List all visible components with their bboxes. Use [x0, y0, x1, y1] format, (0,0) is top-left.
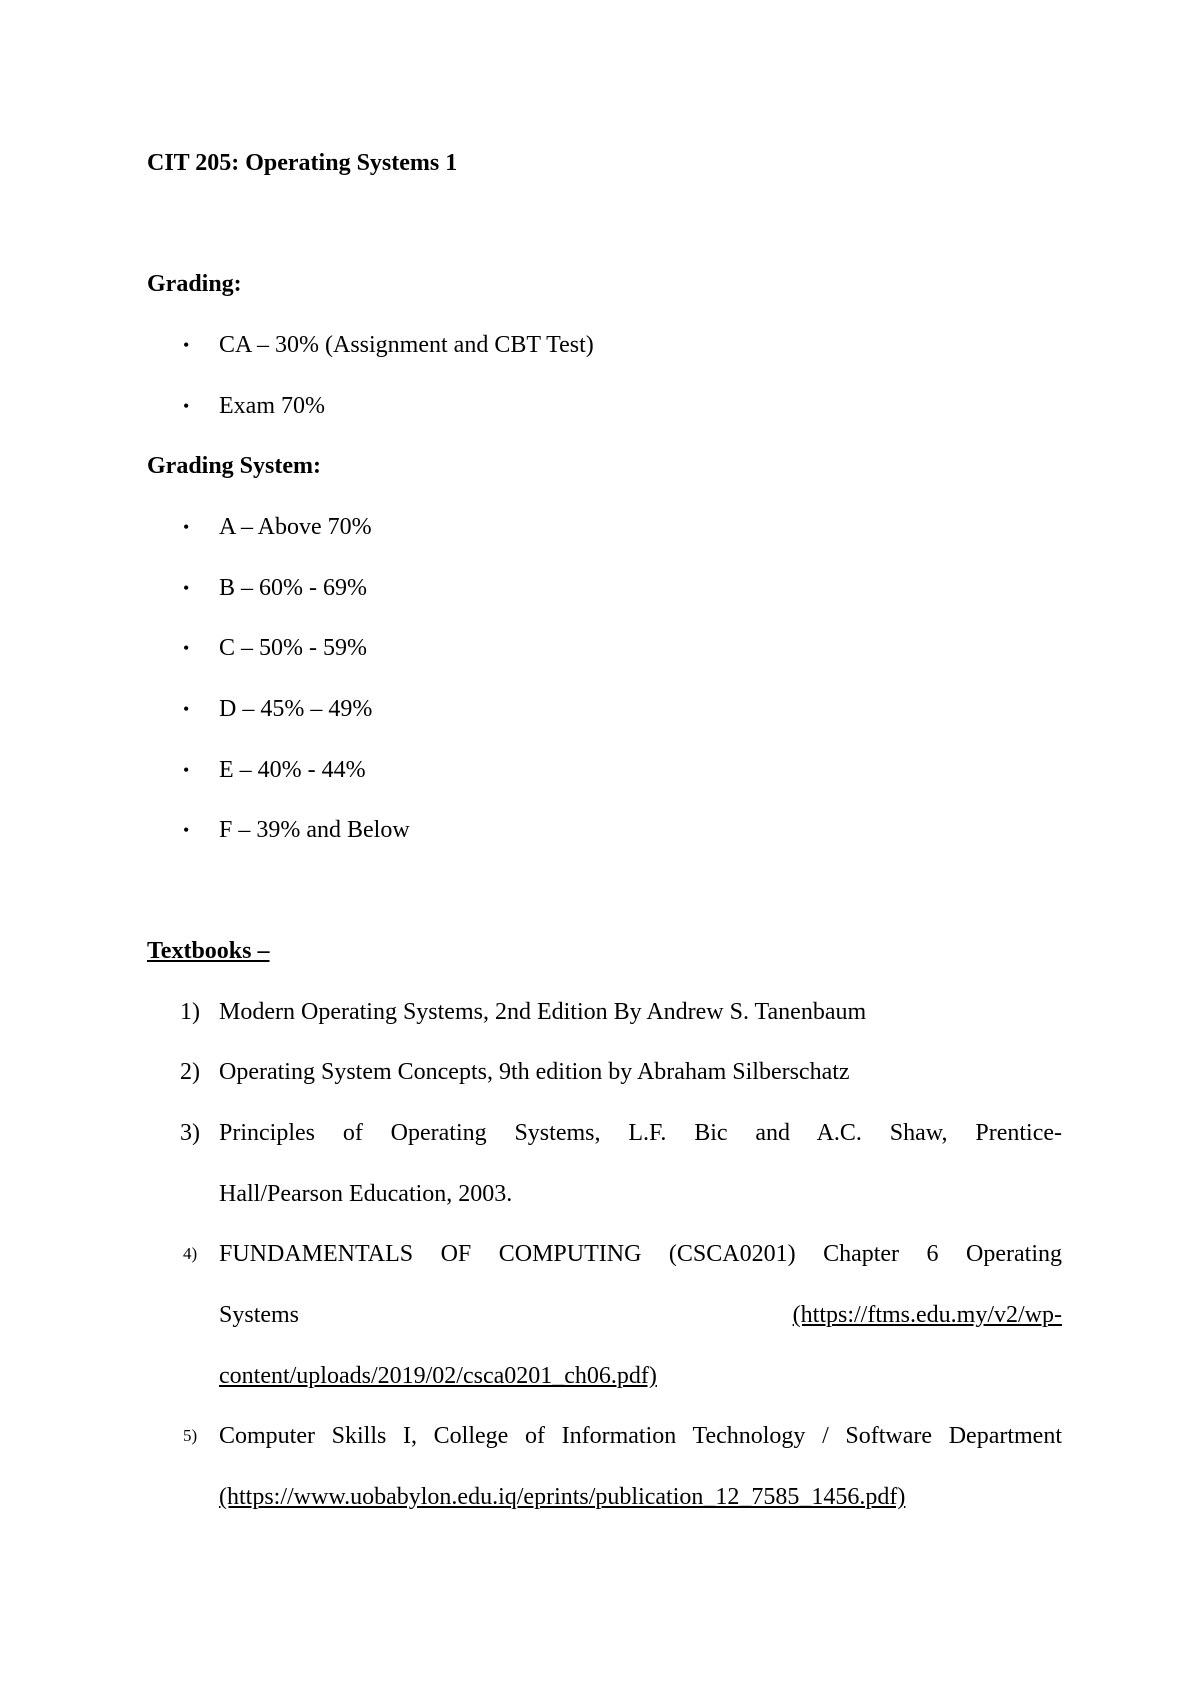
textbook-item: Operating System Concepts, 9th edition by Abraham Silberschatz [219, 1059, 850, 1085]
bullet-icon: • [183, 638, 190, 658]
bullet-icon: • [183, 699, 190, 719]
grading-item: CA – 30% (Assignment and CBT Test) [219, 332, 594, 358]
bullet-icon: • [183, 517, 190, 537]
textbooks-heading: Textbooks – [147, 938, 270, 964]
textbook-item-line: Principles of Operating Systems, L.F. Bic and A.C. Shaw, Prentice- [219, 1120, 1062, 1146]
list-number: 1) [180, 999, 200, 1025]
grade-item: D – 45% – 49% [219, 696, 373, 722]
grade-item: F – 39% and Below [219, 817, 410, 843]
bullet-icon: • [183, 820, 190, 840]
list-number: 2) [180, 1059, 200, 1085]
textbook-link[interactable]: content/uploads/2019/02/csca0201_ch06.pdf) [219, 1363, 657, 1389]
document-title: CIT 205: Operating Systems 1 [147, 150, 458, 176]
bullet-icon: • [183, 578, 190, 598]
grading-system-heading: Grading System: [147, 453, 321, 479]
grading-item: Exam 70% [219, 393, 325, 419]
bullet-icon: • [183, 760, 190, 780]
textbook-item-line: FUNDAMENTALS OF COMPUTING (CSCA0201) Chapter 6 Operating [219, 1241, 1062, 1267]
grade-item: B – 60% - 69% [219, 575, 367, 601]
textbook-link[interactable]: (https://ftms.edu.my/v2/wp- [792, 1302, 1062, 1328]
grade-item: C – 50% - 59% [219, 635, 367, 661]
textbook-item-line: Systems [219, 1302, 300, 1328]
textbook-item: Modern Operating Systems, 2nd Edition By Andrew S. Tanenbaum [219, 999, 867, 1025]
grade-item: E – 40% - 44% [219, 757, 366, 783]
grading-heading: Grading: [147, 271, 242, 297]
grade-item: A – Above 70% [219, 514, 372, 540]
list-number: 3) [180, 1120, 200, 1146]
textbook-link[interactable]: (https://www.uobabylon.edu.iq/eprints/publication_12_7585_1456.pdf) [219, 1484, 906, 1510]
textbook-item-line: Computer Skills I, College of Information Technology / Software Department [219, 1423, 1062, 1449]
list-number: 5) [183, 1426, 198, 1445]
bullet-icon: • [183, 396, 190, 416]
bullet-icon: • [183, 335, 190, 355]
textbook-item-line: Hall/Pearson Education, 2003. [219, 1181, 513, 1207]
list-number: 4) [183, 1244, 198, 1263]
